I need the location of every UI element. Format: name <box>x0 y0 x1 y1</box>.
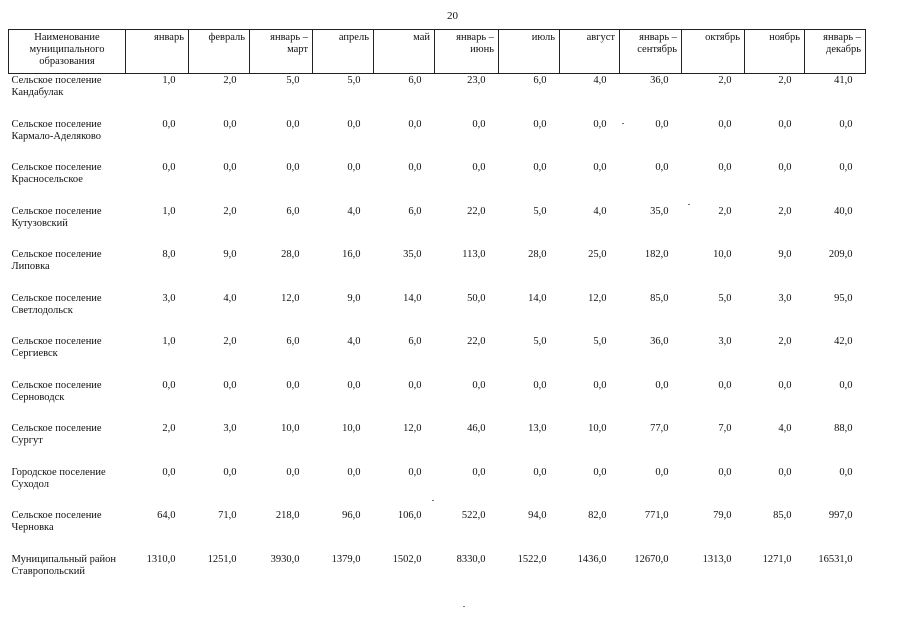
value-cell: 3,0 <box>162 292 176 304</box>
value-cell: 0,0 <box>162 379 176 391</box>
value-cell: 94,0 <box>528 510 547 521</box>
municipality-name: Сельское поселение Кармало-Аделяково <box>11 118 102 142</box>
value-cell: 0,0 <box>472 379 486 391</box>
value-cell: 0,0 <box>839 162 853 173</box>
value-cell: 5,0 <box>533 205 547 217</box>
value-cell: 1502,0 <box>392 553 422 565</box>
value-cell: 0,0 <box>162 118 176 130</box>
table-row <box>9 332 866 376</box>
value-cell: 23,0 <box>467 75 486 86</box>
value-cell: 0,0 <box>408 118 422 130</box>
value-cell: 5,0 <box>347 75 361 86</box>
value-cell: 12,0 <box>588 292 607 304</box>
header-month-10: октябрь <box>682 30 745 74</box>
table-row <box>9 245 866 289</box>
value-cell: 0,0 <box>839 379 853 391</box>
value-cell: 0,0 <box>472 118 486 130</box>
value-cell: 3,0 <box>778 292 792 304</box>
value-cell: 0,0 <box>347 118 361 130</box>
header-month-7: июль <box>499 30 560 74</box>
value-cell: 10,0 <box>281 423 300 434</box>
value-cell: 0,0 <box>593 118 607 130</box>
value-cell: 22,0 <box>467 205 486 217</box>
value-cell: 6,0 <box>408 336 422 347</box>
value-cell: 0,0 <box>718 379 732 391</box>
value-cell: 36,0 <box>650 75 669 86</box>
table-row <box>9 158 866 202</box>
value-cell: 12670,0 <box>634 553 669 565</box>
value-cell: 0,0 <box>778 466 792 478</box>
value-cell: 1,0 <box>162 336 176 347</box>
table-row <box>9 550 866 594</box>
value-cell: 997,0 <box>828 510 853 521</box>
value-cell: 50,0 <box>467 292 486 304</box>
value-cell: 14,0 <box>403 292 422 304</box>
value-cell: 4,0 <box>593 75 607 86</box>
header-row <box>9 30 866 74</box>
header-month-12: январь – декабрь <box>805 30 866 74</box>
value-cell: 13,0 <box>528 423 547 434</box>
value-cell: 209,0 <box>828 249 853 260</box>
value-cell: 0,0 <box>839 466 853 478</box>
value-cell: 1379,0 <box>331 553 361 565</box>
value-cell: 85,0 <box>650 292 669 304</box>
value-cell: 2,0 <box>223 75 237 86</box>
value-cell: 1313,0 <box>702 553 732 565</box>
value-cell: 14,0 <box>528 292 547 304</box>
header-month-4: апрель <box>313 30 374 74</box>
value-cell: 25,0 <box>588 249 607 260</box>
value-cell: 4,0 <box>347 336 361 347</box>
header-month-1: январь <box>126 30 189 74</box>
table-row <box>9 419 866 463</box>
value-cell: 0,0 <box>162 466 176 478</box>
value-cell: 0,0 <box>533 162 547 173</box>
value-cell: 0,0 <box>593 379 607 391</box>
municipality-name: Сельское поселение Черновка <box>11 510 102 533</box>
municipality-name: Сельское поселение Светлодольск <box>11 292 102 316</box>
value-cell: 1310,0 <box>146 553 176 565</box>
table-row <box>9 115 866 159</box>
table-row <box>9 376 866 420</box>
value-cell: 2,0 <box>718 75 732 86</box>
value-cell: 0,0 <box>286 379 300 391</box>
value-cell: 2,0 <box>223 205 237 217</box>
value-cell: 41,0 <box>834 75 853 86</box>
value-cell: 0,0 <box>533 118 547 130</box>
value-cell: 22,0 <box>467 336 486 347</box>
value-cell: 0,0 <box>655 379 669 391</box>
value-cell: 0,0 <box>778 162 792 173</box>
municipality-name: Сельское поселение Красносельское <box>11 162 102 185</box>
value-cell: 0,0 <box>347 162 361 173</box>
municipality-name: Муниципальный район Ставропольский <box>11 553 117 577</box>
value-cell: 0,0 <box>593 162 607 173</box>
value-cell: 3,0 <box>718 336 732 347</box>
value-cell: 10,0 <box>713 249 732 260</box>
data-table <box>8 29 866 593</box>
scan-speck <box>432 500 434 501</box>
value-cell: 0,0 <box>162 162 176 173</box>
header-month-8: август <box>560 30 620 74</box>
value-cell: 9,0 <box>347 292 361 304</box>
value-cell: 6,0 <box>533 75 547 86</box>
value-cell: 0,0 <box>472 162 486 173</box>
value-cell: 10,0 <box>588 423 607 434</box>
municipality-name: Сельское поселение Липовка <box>11 249 102 272</box>
value-cell: 5,0 <box>533 336 547 347</box>
value-cell: 35,0 <box>650 205 669 217</box>
value-cell: 0,0 <box>286 162 300 173</box>
value-cell: 12,0 <box>403 423 422 434</box>
value-cell: 3,0 <box>223 423 237 434</box>
value-cell: 0,0 <box>778 379 792 391</box>
scan-speck <box>688 204 690 205</box>
value-cell: 6,0 <box>408 75 422 86</box>
value-cell: 3930,0 <box>270 553 300 565</box>
value-cell: 0,0 <box>347 466 361 478</box>
value-cell: 0,0 <box>408 379 422 391</box>
municipality-name: Сельское поселение Серноводск <box>11 379 102 403</box>
value-cell: 35,0 <box>403 249 422 260</box>
value-cell: 4,0 <box>778 423 792 434</box>
value-cell: 64,0 <box>157 510 176 521</box>
header-month-11: ноябрь <box>745 30 805 74</box>
value-cell: 522,0 <box>461 510 486 521</box>
value-cell: 79,0 <box>713 510 732 521</box>
value-cell: 0,0 <box>718 118 732 130</box>
value-cell: 0,0 <box>718 466 732 478</box>
scan-speck <box>463 606 465 607</box>
table-row <box>9 506 866 550</box>
table-row <box>9 202 866 246</box>
municipality-name: Городское поселение Суходол <box>11 466 106 490</box>
value-cell: 1271,0 <box>762 553 792 565</box>
value-cell: 82,0 <box>588 510 607 521</box>
value-cell: 0,0 <box>593 466 607 478</box>
value-cell: 0,0 <box>223 118 237 130</box>
table-row <box>9 463 866 507</box>
value-cell: 28,0 <box>281 249 300 260</box>
value-cell: 1,0 <box>162 75 176 86</box>
value-cell: 0,0 <box>472 466 486 478</box>
value-cell: 0,0 <box>655 118 669 130</box>
municipality-name: Сельское поселение Кандабулак <box>11 75 102 98</box>
value-cell: 4,0 <box>347 205 361 217</box>
value-cell: 46,0 <box>467 423 486 434</box>
value-cell: 2,0 <box>778 336 792 347</box>
municipality-name: Сельское поселение Сургут <box>11 423 102 446</box>
value-cell: 0,0 <box>533 379 547 391</box>
value-cell: 0,0 <box>533 466 547 478</box>
value-cell: 5,0 <box>593 336 607 347</box>
value-cell: 1,0 <box>162 205 176 217</box>
value-cell: 2,0 <box>778 205 792 217</box>
value-cell: 113,0 <box>462 249 486 260</box>
header-name-column: Наименование муниципального образования <box>9 30 126 74</box>
value-cell: 0,0 <box>223 379 237 391</box>
header-month-6: январь – июнь <box>435 30 499 74</box>
value-cell: 8,0 <box>162 249 176 260</box>
value-cell: 2,0 <box>718 205 732 217</box>
value-cell: 71,0 <box>218 510 237 521</box>
value-cell: 5,0 <box>718 292 732 304</box>
table-row <box>9 74 866 115</box>
value-cell: 77,0 <box>650 423 669 434</box>
value-cell: 28,0 <box>528 249 547 260</box>
value-cell: 2,0 <box>162 423 176 434</box>
value-cell: 0,0 <box>286 118 300 130</box>
value-cell: 771,0 <box>644 510 669 521</box>
value-cell: 96,0 <box>342 510 361 521</box>
value-cell: 95,0 <box>834 292 853 304</box>
value-cell: 4,0 <box>593 205 607 217</box>
value-cell: 9,0 <box>223 249 237 260</box>
value-cell: 88,0 <box>834 423 853 434</box>
value-cell: 182,0 <box>644 249 669 260</box>
value-cell: 0,0 <box>347 379 361 391</box>
value-cell: 1251,0 <box>207 553 237 565</box>
header-month-3: январь – март <box>250 30 313 74</box>
value-cell: 0,0 <box>223 466 237 478</box>
value-cell: 0,0 <box>839 118 853 130</box>
value-cell: 9,0 <box>778 249 792 260</box>
value-cell: 218,0 <box>275 510 300 521</box>
value-cell: 12,0 <box>281 292 300 304</box>
header-month-9: январь – сентябрь <box>620 30 682 74</box>
value-cell: 0,0 <box>718 162 732 173</box>
value-cell: 0,0 <box>223 162 237 173</box>
value-cell: 106,0 <box>397 510 422 521</box>
value-cell: 0,0 <box>408 466 422 478</box>
value-cell: 1522,0 <box>517 553 547 565</box>
municipality-name: Сельское поселение Кутузовский <box>11 205 102 229</box>
municipality-name: Сельское поселение Сергиевск <box>11 336 102 359</box>
value-cell: 1436,0 <box>577 553 607 565</box>
value-cell: 0,0 <box>655 162 669 173</box>
value-cell: 0,0 <box>408 162 422 173</box>
value-cell: 0,0 <box>286 466 300 478</box>
value-cell: 16,0 <box>342 249 361 260</box>
value-cell: 42,0 <box>834 336 853 347</box>
scan-speck <box>622 123 624 124</box>
value-cell: 0,0 <box>655 466 669 478</box>
value-cell: 7,0 <box>718 423 732 434</box>
value-cell: 36,0 <box>650 336 669 347</box>
table-body <box>9 74 866 594</box>
value-cell: 6,0 <box>286 336 300 347</box>
value-cell: 16531,0 <box>818 553 853 565</box>
value-cell: 2,0 <box>778 75 792 86</box>
value-cell: 85,0 <box>773 510 792 521</box>
table-row <box>9 289 866 333</box>
value-cell: 5,0 <box>286 75 300 86</box>
value-cell: 40,0 <box>834 205 853 217</box>
header-month-2: февраль <box>189 30 250 74</box>
value-cell: 8330,0 <box>456 553 486 565</box>
value-cell: 2,0 <box>223 336 237 347</box>
value-cell: 0,0 <box>778 118 792 130</box>
page-number: 20 <box>447 10 458 22</box>
value-cell: 4,0 <box>223 292 237 304</box>
value-cell: 10,0 <box>342 423 361 434</box>
header-month-5: май <box>374 30 435 74</box>
value-cell: 6,0 <box>408 205 422 217</box>
value-cell: 6,0 <box>286 205 300 217</box>
